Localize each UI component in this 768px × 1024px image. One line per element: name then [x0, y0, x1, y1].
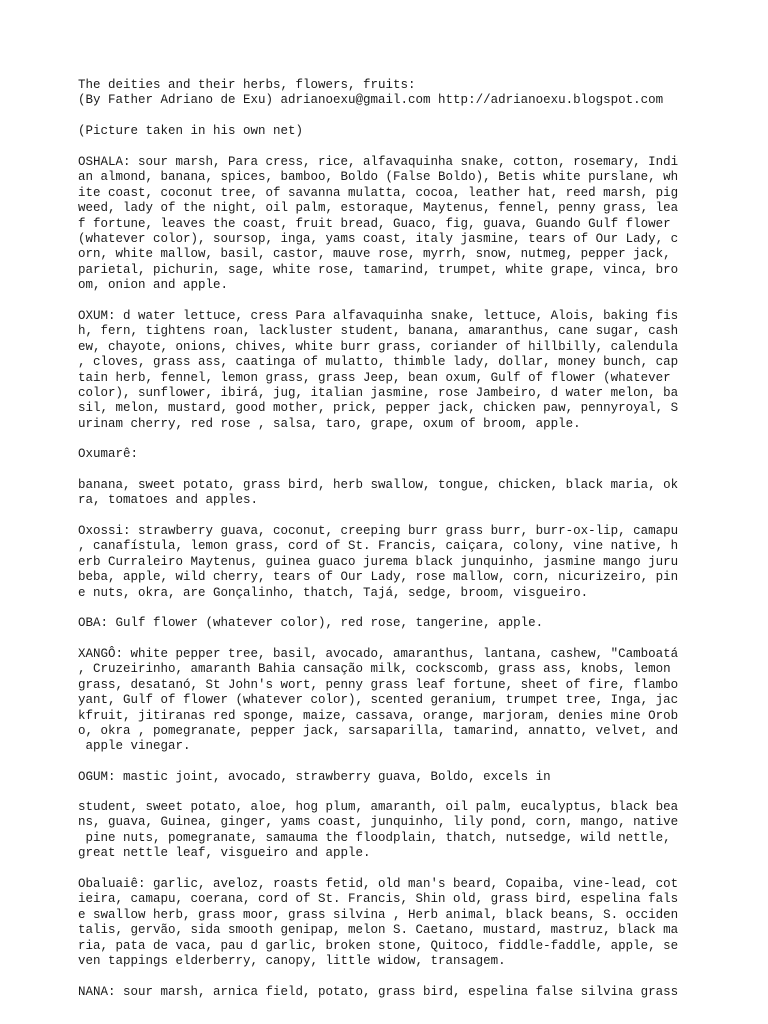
text-line: OBA: Gulf flower (whatever color), red rose, tangerine, apple.	[78, 616, 544, 630]
paragraph-oxum	[78, 309, 758, 432]
text-line: orn, white mallow, basil, castor, mauve rose, myrrh, snow, nutmeg, pepper jack,	[78, 247, 671, 262]
text-line: , canafístula, lemon grass, cord of St. Francis, caiçara, colony, vine native, h	[78, 539, 679, 554]
text-line: pine nuts, pomegranate, samauma the floodplain, thatch, nutsedge, wild nettle,	[78, 830, 671, 845]
text-line: apple vinegar.	[78, 739, 191, 754]
text-line: Oxossi: strawberry guava, coconut, creeping burr grass burr, burr-ox-lip, camapu	[78, 524, 679, 538]
heading-oxumare	[78, 447, 758, 462]
text-line: XANGÔ: white pepper tree, basil, avocado, amaranthus, lantana, cashew, "Camboatá	[78, 647, 679, 661]
document-header	[78, 78, 758, 109]
text-line: grass, desatanó, St John's wort, penny grass leaf fortune, sheet of fire, flambo	[78, 677, 679, 692]
text-line: parietal, pichurin, sage, white rose, tamarind, trumpet, white grape, vinca, bro	[78, 262, 679, 277]
text-line: , Cruzeirinho, amaranth Bahia cansação milk, cockscomb, grass ass, knobs, lemon	[78, 662, 671, 677]
text-line: tain herb, fennel, lemon grass, grass Jeep, bean oxum, Gulf of flower (whatever	[78, 370, 671, 385]
text-line: banana, sweet potato, grass bird, herb swallow, tongue, chicken, black maria, ok	[78, 478, 679, 492]
text-line: weed, lady of the night, oil palm, estoraque, Maytenus, fennel, penny grass, lea	[78, 201, 679, 216]
text-line: erb Curraleiro Maytenus, guinea guaco jurema black junquinho, jasmine mango juru	[78, 554, 679, 569]
paragraph-oba	[78, 616, 758, 631]
picture-note-text: (Picture taken in his own net)	[78, 124, 304, 138]
document-title: The deities and their herbs, flowers, fruits:	[78, 78, 416, 92]
text-line: (whatever color), soursop, inga, yams coast, italy jasmine, tears of Our Lady, c	[78, 231, 679, 246]
text-line: e nuts, okra, are Gonçalinho, thatch, Tajá, sedge, broom, visgueiro.	[78, 585, 589, 600]
text-line: sil, melon, mustard, good mother, prick, pepper jack, chicken paw, pennyroyal, S	[78, 401, 679, 416]
text-line: ria, pata de vaca, pau d garlic, broken stone, Quitoco, fiddle-faddle, apple, se	[78, 938, 679, 953]
picture-note	[78, 124, 758, 139]
text-line: ite coast, coconut tree, of savanna mulatta, cocoa, leather hat, reed marsh, pig	[78, 185, 679, 200]
text-line: NANA: sour marsh, arnica field, potato, grass bird, espelina false silvina grass	[78, 985, 679, 999]
paragraph-oxumare	[78, 478, 758, 509]
text-line: ra, tomatoes and apples.	[78, 493, 259, 508]
text-line: OSHALA: sour marsh, Para cress, rice, alfavaquinha snake, cotton, rosemary, Indi	[78, 155, 679, 169]
text-line: o, okra , pomegranate, pepper jack, sarsaparilla, tamarind, annatto, velvet, and	[78, 723, 679, 738]
document-author-line: (By Father Adriano de Exu) adrianoexu@gmail.com http://adrianoexu.blogspot.com	[78, 93, 664, 108]
paragraph-nana	[78, 985, 758, 1000]
text-line: Obaluaiê: garlic, aveloz, roasts fetid, old man's beard, Copaiba, vine-lead, cot	[78, 877, 679, 891]
text-line: OGUM: mastic joint, avocado, strawberry guava, Boldo, excels in	[78, 770, 551, 784]
text-line: om, onion and apple.	[78, 278, 229, 293]
text-line: h, fern, tightens roan, lackluster student, banana, amaranthus, cane sugar, cash	[78, 324, 679, 339]
paragraph-oxossi	[78, 524, 758, 601]
text-line: beba, apple, wild cherry, tears of Our Lady, rose mallow, corn, nicurizeiro, pin	[78, 570, 679, 585]
paragraph-oshala	[78, 155, 758, 294]
paragraph-xango	[78, 647, 758, 755]
text-line: urinam cherry, red rose , salsa, taro, grape, oxum of broom, apple.	[78, 416, 581, 431]
text-line: ns, guava, Guinea, ginger, yams coast, junquinho, lily pond, corn, mango, native	[78, 815, 679, 830]
text-line: Oxumarê:	[78, 447, 139, 461]
text-line: yant, Gulf of flower (whatever color), scented geranium, trumpet tree, Inga, jac	[78, 693, 679, 708]
text-line: OXUM: d water lettuce, cress Para alfavaquinha snake, lettuce, Alois, baking fis	[78, 309, 679, 323]
text-line: e swallow herb, grass moor, grass silvina , Herb animal, black beans, S. occiden	[78, 907, 679, 922]
text-line: an almond, banana, spices, bamboo, Boldo (False Boldo), Betis white purslane, wh	[78, 170, 679, 185]
text-line: ew, chayote, onions, chives, white burr grass, coriander of hillbilly, calendula	[78, 339, 679, 354]
paragraph-obaluaie	[78, 877, 758, 969]
text-line: ven tappings elderberry, canopy, little widow, transagem.	[78, 953, 506, 968]
text-line: student, sweet potato, aloe, hog plum, amaranth, oil palm, eucalyptus, black bea	[78, 800, 679, 814]
paragraph-ogum	[78, 800, 758, 862]
text-line: talis, gervão, sida smooth genipap, melon S. Caetano, mustard, mastruz, black ma	[78, 923, 679, 938]
text-line: ieira, camapu, coerana, cord of St. Francis, Shin old, grass bird, espelina fals	[78, 892, 679, 907]
text-line: f fortune, leaves the coast, fruit bread, Guaco, fig, guava, Guando Gulf flower	[78, 216, 671, 231]
text-line: great nettle leaf, visgueiro and apple.	[78, 846, 371, 861]
text-line: kfruit, jitiranas red sponge, maize, cassava, orange, marjoram, denies mine Orob	[78, 708, 679, 723]
heading-ogum	[78, 770, 758, 785]
text-line: color), sunflower, ibirá, jug, italian jasmine, rose Jambeiro, d water melon, ba	[78, 385, 679, 400]
text-line: , cloves, grass ass, caatinga of mulatto, thimble lady, dollar, money bunch, cap	[78, 355, 679, 370]
